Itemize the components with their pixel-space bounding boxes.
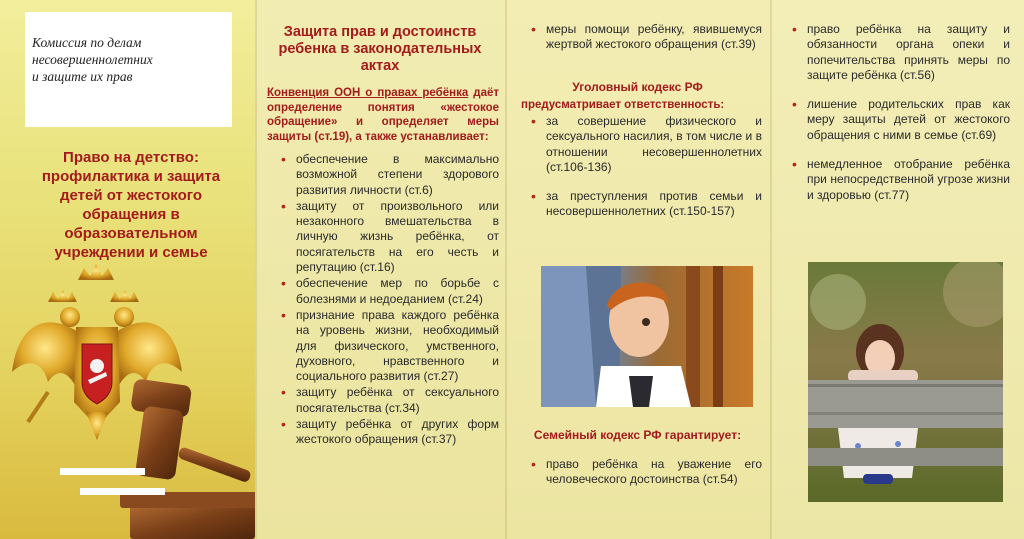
list-item: • защиту от произвольного или незаконного вмешательства в личную жизнь ребёнка, от посягательств на его честь и репутацию (ст.16)	[277, 199, 499, 275]
list-item: • защиту ребёнка от других форм жестокого обращения (ст.37)	[277, 417, 499, 448]
family-code-heading: Семейный кодекс РФ гарантирует:	[533, 428, 742, 442]
list-item: • за преступления против семьи и несовершеннолетних (ст.150-157)	[527, 189, 762, 220]
list-item: • за совершение физического и сексуального насилия, в том числе и в отношении несовершеннолетних (ст.106-136)	[527, 114, 762, 175]
list-item: • защиту ребёнка от сексуального посягательства (ст.34)	[277, 385, 499, 416]
criminal-code-subheading: предусматривает ответственность:	[521, 99, 725, 111]
family-code-list	[527, 457, 762, 488]
list-item: • обеспечение мер по борьбе с болезнями и недоеданием (ст.24)	[277, 276, 499, 307]
redaction-bar	[80, 488, 165, 495]
organization-name: Комиссия по делам несовершеннолетних и защите их прав	[32, 35, 153, 84]
child-photo	[541, 266, 753, 407]
legislation-heading: Защита прав и достоинств ребенка в законодательных актах	[278, 24, 482, 74]
convention-list-continued	[527, 22, 762, 53]
un-convention-text: даёт определение понятия «жестокое обращение» и определяет меры защиты (ст.19), а также устанавливает:	[267, 87, 499, 143]
judge-gavel-icon	[110, 360, 255, 539]
convention-list	[277, 152, 499, 449]
cover-title: Право на детство: профилактика и защита детей от жестокого обращения в образовательном учреждении и семье	[41, 149, 221, 261]
family-code-panel	[770, 0, 1024, 539]
list-item: • право ребёнка на уважение его человеческого достоинства (ст.54)	[527, 457, 762, 488]
redaction-bar	[60, 468, 145, 475]
list-item: • право ребёнка на защиту и обязанности органа опеки и попечительства принять меры по защите ребёнка (ст.56)	[788, 22, 1010, 83]
legislation-panel	[255, 0, 505, 539]
list-item: • меры помощи ребёнку, явившемуся жертвой жестокого обращения (ст.39)	[527, 22, 762, 53]
cover-panel	[0, 0, 255, 539]
list-item: • немедленное отобрание ребёнка при непосредственной угрозе жизни и здоровью (ст.77)	[788, 157, 1010, 203]
family-code-list-continued	[788, 22, 1010, 217]
un-convention-title: Конвенция ООН о правах ребёнка	[267, 87, 469, 99]
fold-line	[255, 0, 257, 539]
criminal-code-list	[527, 114, 762, 234]
girl-photo	[808, 262, 1003, 502]
list-item: • признание права каждого ребёнка на уровень жизни, необходимый для физического, умственного, духовного, нравственного и социального развития (ст.27)	[277, 308, 499, 384]
fold-line	[770, 0, 772, 539]
list-item: • лишение родительских прав как меру защиты детей от жестокого обращения с ними в семье (ст.69)	[788, 97, 1010, 143]
list-item: • обеспечение в максимально возможной степени здорового развития личности (ст.6)	[277, 152, 499, 198]
criminal-code-heading: Уголовный кодекс РФ	[572, 80, 703, 94]
un-convention-intro	[267, 86, 499, 144]
codes-panel	[505, 0, 770, 539]
